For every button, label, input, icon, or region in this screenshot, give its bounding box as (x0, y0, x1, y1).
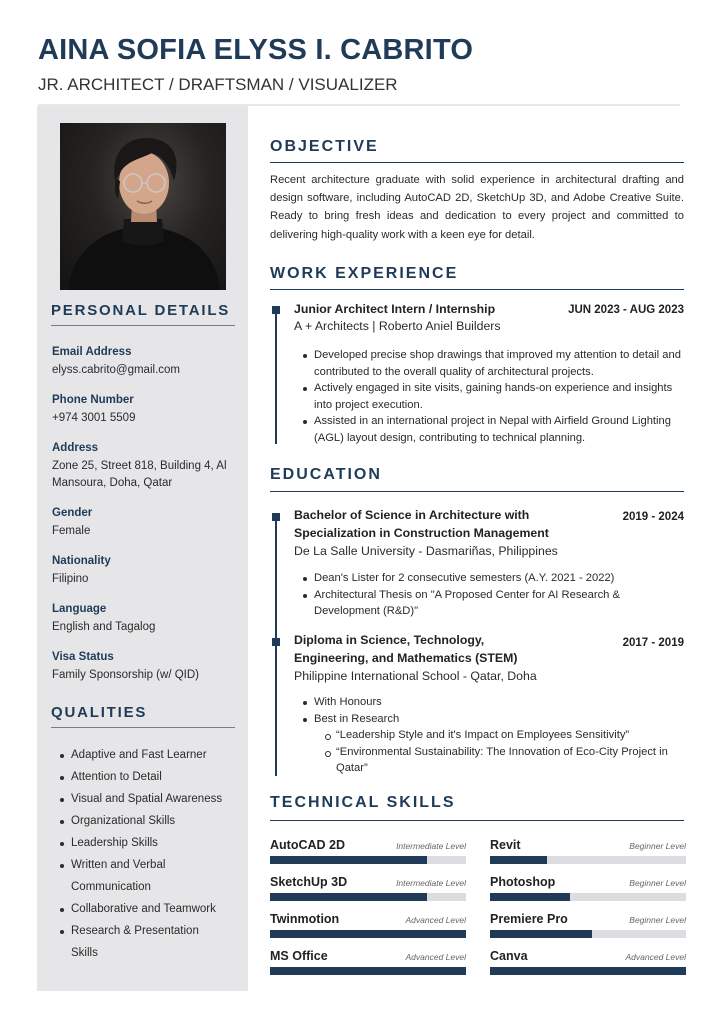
skill-level: Beginner Level (629, 915, 686, 925)
skill-bar-track (490, 967, 686, 975)
visa-status-value: Family Sponsorship (w/ QID) (52, 669, 199, 681)
education-title-line: Engineering, and Mathematics (STEM) (294, 651, 518, 665)
nationality-label: Nationality (52, 555, 111, 567)
skill-bar-track (490, 856, 686, 864)
phone-label: Phone Number (52, 394, 134, 406)
education-entry-title (294, 631, 517, 667)
skill-name: SketchUp 3D (270, 875, 348, 889)
gender-label: Gender (52, 507, 93, 519)
education-entry-org: Philippine International School - Qatar, Doha (294, 669, 537, 683)
list-item: Architectural Thesis on "A Proposed Center for AI Research & Development (R&D)" (302, 587, 686, 620)
timeline-marker (272, 638, 280, 646)
visa-status-label: Visa Status (52, 651, 114, 663)
qualities-divider (51, 727, 235, 728)
language-label: Language (52, 603, 107, 615)
qualities-heading: QUALITIES (51, 704, 148, 721)
skill-ms-office (270, 949, 466, 985)
timeline-marker (272, 306, 280, 314)
list-item: Research & Presentation Skills (58, 920, 218, 964)
education-title-line: Bachelor of Science in Architecture with (294, 508, 530, 522)
work-entry-title: Junior Architect Intern / Internship (294, 302, 496, 316)
skill-bar-fill (270, 856, 427, 864)
list-item: Assisted in an international project in Nepal with Airfield Ground Lighting (AGL) layout design, contributing to technical planning. (302, 413, 686, 446)
list-item: Organizational Skills (58, 810, 243, 832)
address-value: Zone 25, Street 818, Building 4, Al Mansoura, Doha, Qatar (52, 460, 227, 489)
skill-bar-track (270, 967, 466, 975)
skill-premiere-pro (490, 912, 686, 948)
objective-divider (270, 162, 684, 163)
work-experience-divider (270, 289, 684, 290)
skill-name: Photoshop (490, 875, 556, 889)
skill-bar-track (270, 930, 466, 938)
education-entry-org: De La Salle University - Dasmariñas, Philippines (294, 544, 558, 558)
skill-photoshop (490, 875, 686, 911)
nationality-value: Filipino (52, 573, 89, 585)
education-entry-bullets (302, 694, 686, 777)
skill-level: Beginner Level (629, 841, 686, 851)
skill-name: AutoCAD 2D (270, 838, 345, 852)
objective-text: Recent architecture graduate with solid experience in architectural drafting and design software, including AutoCAD 2D, SketchUp 3D, and Adobe Creative Suite. Ready to bring fresh ideas and dedication to every project and committed to delivering high-quality work with a keen eye for detail. (270, 174, 684, 241)
skill-level: Beginner Level (629, 878, 686, 888)
personal-details-heading: PERSONAL DETAILS (51, 302, 231, 319)
education-entry-date: 2019 - 2024 (622, 511, 684, 523)
list-item: “Leadership Style and it's Impact on Employees Sensitivity” (302, 727, 686, 744)
technical-skills-divider (270, 820, 684, 821)
technical-skills-heading: TECHNICAL SKILLS (270, 794, 456, 811)
list-item: Leadership Skills (58, 832, 243, 854)
education-divider (270, 491, 684, 492)
skill-level: Intermediate Level (396, 878, 466, 888)
skill-twinmotion (270, 912, 466, 948)
skill-level: Intermediate Level (396, 841, 466, 851)
skill-bar-fill (270, 967, 466, 975)
education-entry-date: 2017 - 2019 (622, 637, 684, 649)
skill-bar-track (270, 893, 466, 901)
skill-bar-fill (490, 856, 547, 864)
email-value: elyss.cabrito@gmail.com (52, 364, 180, 376)
timeline-marker (272, 513, 280, 521)
portrait-illustration (60, 123, 226, 290)
skill-bar-fill (270, 930, 466, 938)
job-title: JR. ARCHITECT / DRAFTSMAN / VISUALIZER (38, 75, 398, 94)
list-item: Best in Research (302, 711, 686, 728)
skill-name: Canva (490, 949, 528, 963)
skill-level: Advanced Level (625, 952, 686, 962)
work-entry-date: JUN 2023 - AUG 2023 (568, 304, 684, 316)
skill-name: Premiere Pro (490, 912, 568, 926)
skill-bar-fill (490, 967, 686, 975)
skill-name: MS Office (270, 949, 328, 963)
education-title-line: Diploma in Science, Technology, (294, 633, 485, 647)
education-entry-title (294, 506, 549, 542)
skill-bar-fill (490, 893, 570, 901)
skill-bar-track (490, 893, 686, 901)
work-entry-org: A + Architects | Roberto Aniel Builders (294, 319, 501, 333)
education-entry-bullets (302, 570, 686, 620)
skill-level: Advanced Level (405, 915, 466, 925)
list-item: Adaptive and Fast Learner (58, 744, 243, 766)
education-heading: EDUCATION (270, 466, 382, 483)
list-item: With Honours (302, 694, 686, 711)
work-entry-bullets (302, 347, 686, 446)
profile-photo (60, 123, 226, 290)
work-experience-heading: WORK EXPERIENCE (270, 265, 459, 282)
skill-revit (490, 838, 686, 874)
candidate-name: AINA SOFIA ELYSS I. CABRITO (38, 34, 474, 66)
personal-details-divider (51, 325, 235, 326)
list-item: Collaborative and Teamwork (58, 898, 243, 920)
language-value: English and Tagalog (52, 621, 156, 633)
skill-bar-track (270, 856, 466, 864)
skill-level: Advanced Level (405, 952, 466, 962)
skill-canva (490, 949, 686, 985)
list-item: Dean's Lister for 2 consecutive semesters (A.Y. 2021 - 2022) (302, 570, 686, 587)
list-item: Written and Verbal Communication (58, 854, 186, 898)
gender-value: Female (52, 525, 91, 537)
list-item: Visual and Spatial Awareness (58, 788, 243, 810)
list-item: Actively engaged in site visits, gaining hands-on experience and insights into project execution. (302, 380, 686, 413)
skill-autocad (270, 838, 466, 874)
phone-value: +974 3001 5509 (52, 412, 136, 424)
skill-name: Revit (490, 838, 521, 852)
skill-sketchup (270, 875, 466, 911)
list-item: “Environmental Sustainability: The Innovation of Eco-City Project in Qatar” (302, 744, 686, 777)
skill-bar-fill (490, 930, 592, 938)
email-label: Email Address (52, 346, 132, 358)
skill-bar-fill (270, 893, 427, 901)
skill-name: Twinmotion (270, 912, 340, 926)
address-label: Address (52, 442, 99, 454)
skill-bar-track (490, 930, 686, 938)
work-timeline (275, 307, 277, 444)
objective-heading: OBJECTIVE (270, 138, 379, 155)
list-item: Developed precise shop drawings that improved my attention to detail and contributed to the overall quality of architectural projects. (302, 347, 686, 380)
list-item: Attention to Detail (58, 766, 243, 788)
education-title-line: Specialization in Construction Management (294, 526, 549, 540)
qualities-list (58, 744, 243, 964)
